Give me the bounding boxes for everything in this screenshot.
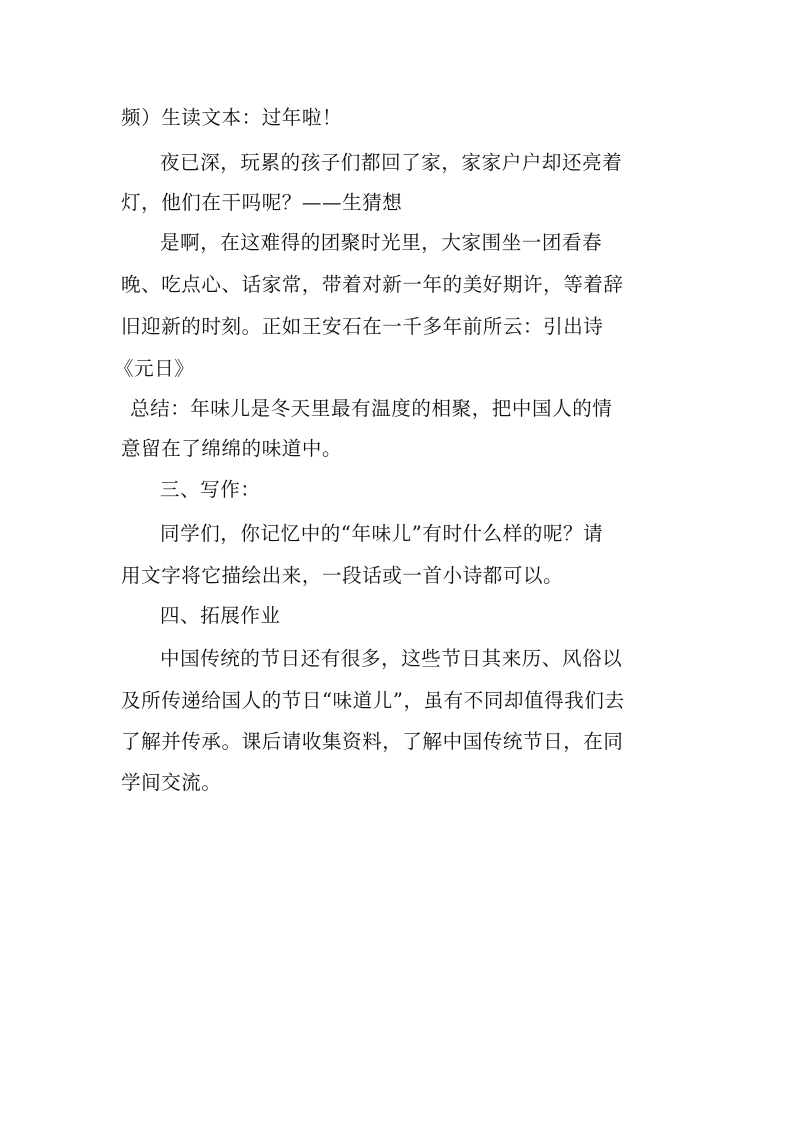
text-line-3: 灯，他们在干吗呢？——生猜想: [121, 191, 403, 214]
text-line-16: 了解并传承。课后请收集资料，了解中国传统节日，在同: [121, 730, 624, 753]
text-line-1: 频）生读文本：过年啦！: [121, 106, 343, 129]
text-line-7: 《元日》: [114, 357, 195, 380]
text-line-15: 及所传递给国人的节日“味道儿”，虽有不同却值得我们去: [121, 689, 625, 712]
text-line-14: 中国传统的节日还有很多，这些节日其来历、风俗以: [160, 647, 623, 670]
section-heading-extension: 四、拓展作业: [160, 604, 281, 627]
section-heading-writing: 三、写作：: [160, 478, 261, 501]
text-line-8: 总结：年味儿是冬天里最有温度的相聚，把中国人的情: [130, 397, 613, 420]
text-line-11: 同学们，你记忆中的“年味儿”有时什么样的呢？请: [160, 522, 604, 545]
text-line-2: 夜已深，玩累的孩子们都回了家，家家户户却还亮着: [160, 151, 623, 174]
text-line-9: 意留在了绵绵的味道中。: [121, 437, 343, 460]
text-line-6: 旧迎新的时刻。正如王安石在一千多年前所云：引出诗: [121, 315, 604, 338]
text-line-4: 是啊，在这难得的团聚时光里，大家围坐一团看春: [160, 231, 603, 254]
text-line-5: 晚、吃点心、话家常，带着对新一年的美好期许，等着辞: [121, 273, 624, 296]
text-line-12: 用文字将它描绘出来，一段话或一首小诗都可以。: [121, 564, 564, 587]
text-line-17: 学间交流。: [121, 771, 222, 794]
